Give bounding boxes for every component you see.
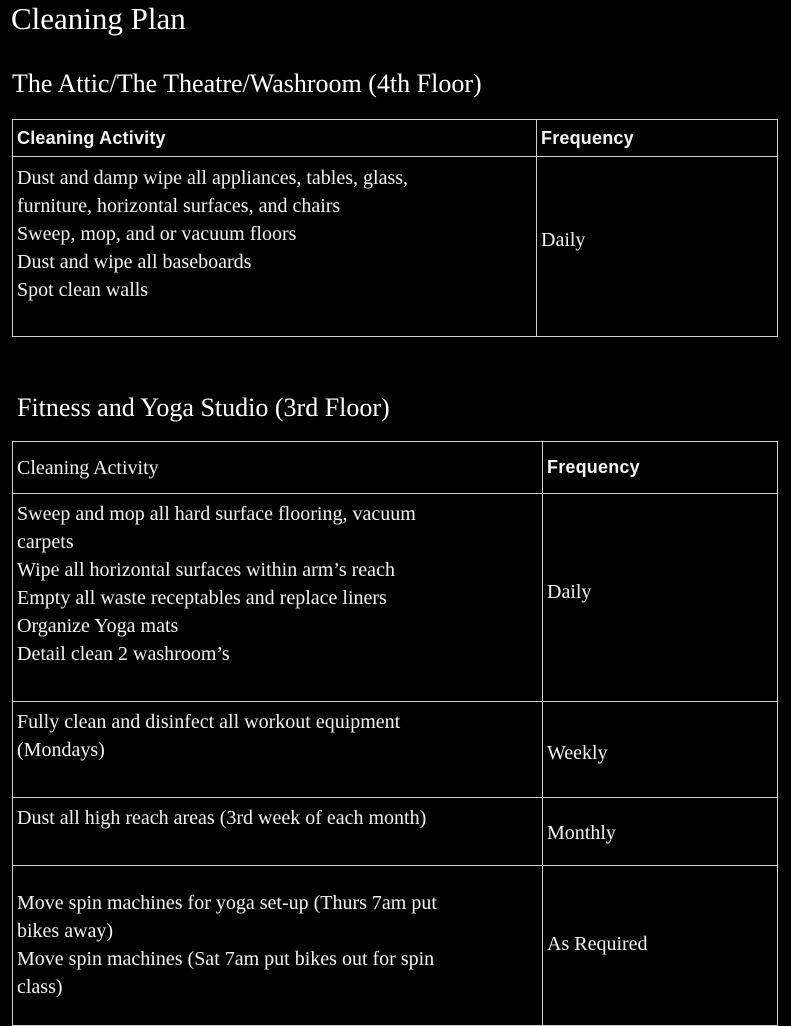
section-title-attic: The Attic/The Theatre/Washroom (4th Floor) — [12, 69, 482, 98]
activity-line: Empty all waste receptables and replace liners — [17, 587, 387, 609]
activity-cell — [13, 866, 543, 1026]
table-row — [13, 798, 778, 866]
activity-line: carpets — [17, 531, 74, 553]
frequency-column-header: Frequency — [543, 442, 778, 494]
activity-column-header: Cleaning Activity — [13, 442, 543, 494]
activity-line: Sweep, mop, and or vacuum floors — [17, 223, 297, 245]
attic-cleaning-table — [12, 119, 778, 337]
activity-cell — [13, 702, 543, 798]
activity-line: Fully clean and disinfect all workout equipment — [17, 711, 401, 733]
activity-line: bikes away) — [17, 920, 114, 942]
fitness-cleaning-table — [12, 441, 778, 1026]
activity-line: class) — [17, 976, 63, 998]
table-header-row — [13, 120, 778, 157]
frequency-column-header: Frequency — [537, 120, 778, 157]
frequency-cell: Monthly — [543, 798, 778, 866]
table-row — [13, 866, 778, 1026]
frequency-cell: As Required — [543, 866, 778, 1026]
table-row — [13, 157, 778, 337]
activity-line: Dust and damp wipe all appliances, tables, glass, — [17, 167, 409, 189]
frequency-cell: Daily — [537, 157, 778, 337]
activity-cell — [13, 798, 543, 866]
table-header-row — [13, 442, 778, 494]
activity-line: Organize Yoga mats — [17, 615, 179, 637]
activity-line: Wipe all horizontal surfaces within arm’s reach — [17, 559, 395, 581]
activity-line: Detail clean 2 washroom’s — [17, 643, 230, 665]
activity-line: Dust all high reach areas (3rd week of each month) — [17, 807, 427, 829]
activity-line: Spot clean walls — [17, 279, 149, 301]
page-title: Cleaning Plan — [11, 1, 186, 36]
activity-line: Move spin machines (Sat 7am put bikes out for spin — [17, 948, 435, 970]
section-title-fitness: Fitness and Yoga Studio (3rd Floor) — [17, 393, 390, 422]
activity-line: Dust and wipe all baseboards — [17, 251, 252, 273]
table-row — [13, 702, 778, 798]
activity-column-header: Cleaning Activity — [13, 120, 537, 157]
activity-cell — [13, 494, 543, 702]
activity-cell — [13, 157, 537, 337]
frequency-cell: Weekly — [543, 702, 778, 798]
activity-line: furniture, horizontal surfaces, and chairs — [17, 195, 341, 217]
table-row — [13, 494, 778, 702]
activity-line: (Mondays) — [17, 739, 105, 761]
frequency-cell: Daily — [543, 494, 778, 702]
activity-line: Sweep and mop all hard surface flooring, vacuum — [17, 503, 416, 525]
activity-line: Move spin machines for yoga set-up (Thurs 7am put — [17, 892, 437, 914]
